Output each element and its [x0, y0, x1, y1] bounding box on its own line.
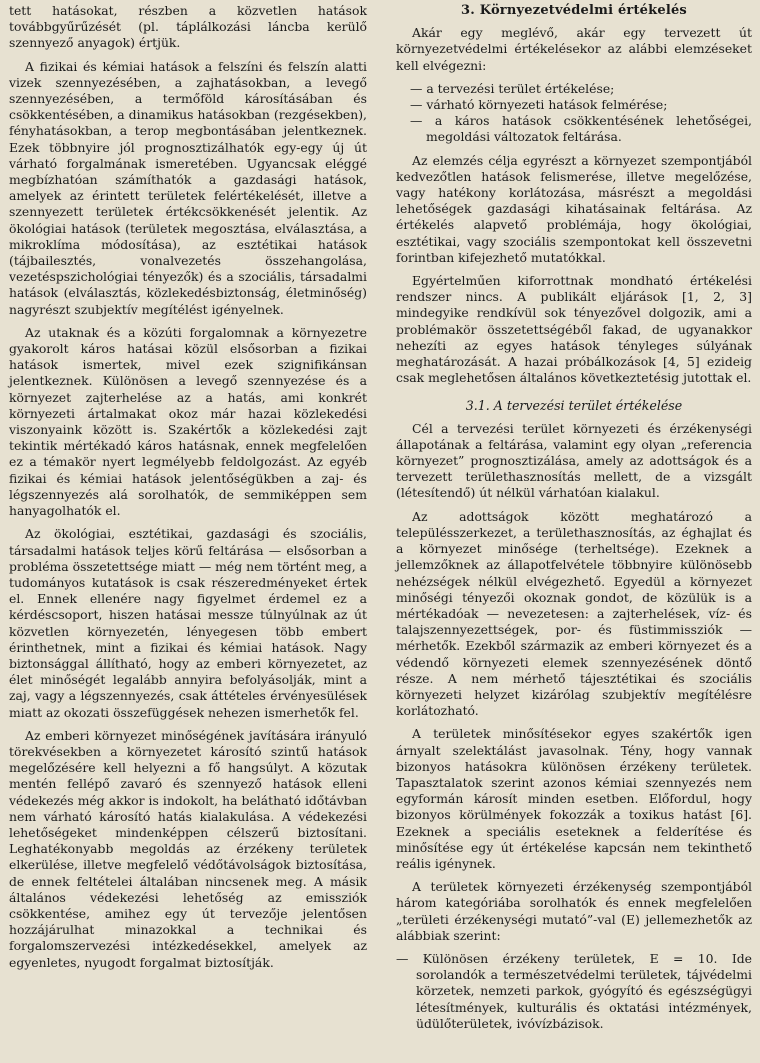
category-list — [396, 951, 752, 1032]
paragraph: Cél a tervezési terület környezeti és érzékenységi állapotának a feltárása, valamint egy olyan „referencia környezet” prognosztizálása, amely az adottságok és a tervezett területhasznosítás mellett, de a vizsgált (létesítendő) út nélkül várhatóan kialakul. — [396, 420, 752, 501]
paragraph: Az ökológiai, esztétikai, gazdasági és szociális, társadalmi hatások teljes körű feltárása — elsősorban a probléma összetettsége miatt — még nem történt meg, a tudományos kutatások is csak részeredményeket értek el. Ennek ellenére nagy figyelmet érdemel ez a kérdéscsoport, hiszen hatásai messze túlnyúlnak az út közvetlen környezetén, lényegesen több embert érinthetnek, mint a fizikai és kémiai hatások. Nagy biztonsággal állítható, hogy az emberi környezetet, az élet minőségét legalább annyira befolyásolják, mint a zaj, vagy a légszennyezés, csak áttételes érvényesülések miatt az okozati összefüggések nehezen ismerhetők fel. — [9, 526, 367, 720]
paragraph: Az utaknak és a közúti forgalomnak a környezetre gyakorolt káros hatásai közül elsősorban a fizikai hatások ismertek, mivel ezek szignifikánsan jelentkeznek. Különösen a levegő szennyezése és a környezet zajterhelése az a hatás, ami konkrét környezeti ártalmakat okoz már hazai közlekedési viszonyaink között is. Szakértők a közlekedési zajt tekintik mértékadó káros hatásnak, ennek megfelelően ez a témakör nyert legmélyebb feldolgozást. Az egyéb fizikai és kémiai hatások jelentőségükben a zaj- és légszennyezés alá sorolhatók, de semmiképpen sem hanyagolhatók el. — [9, 324, 367, 519]
analysis-list — [396, 81, 752, 146]
list-item: — Különösen érzékeny területek, E = 10. Ide sorolandók a természetvédelmi területek, tájvédelmi körzetek, nemzeti parkok, gyógyító és egészségügyi létesítmények, kulturális és oktatási intézmények, üdülőterületek, ivóvízbázisok. — [396, 950, 752, 1031]
list-item: — a káros hatások csökkentésének lehetőségei, megoldási változatok feltárása. — [410, 113, 752, 145]
section-heading: 3. Környezetvédelmi értékelés — [461, 3, 687, 18]
paragraph: Az emberi környezet minőségének javítására irányuló törekvésekben a környezetet károsító szintű hatások megelőzésére kell helyezni a fő hangsúlyt. A közutak mentén fellépő zavaró és szennyező hatások elleni védekezés még akkor is indokolt, ha belátható időtávban nem várható károsító hatás kialakulása. A védekezési lehetőségeket mindenképpen célszerű biztosítani. Leghatékonyabb megoldás az érzékeny területek elkerülése, illetve megfelelő védőtávolságok biztosítása, de ennek feltételei általában nincsenek meg. A másik általános védekezési lehetőség az emissziók csökkentése, amihez egy út tervezője jelentősen hozzájárulhat minazokkal a technikai és forgalomszervezési intézkedésekkel, amelyek az egyenletes, nyugodt forgalmat biztosítják. — [9, 727, 367, 970]
paragraph: Az elemzés célja egyrészt a környezet szempontjából kedvezőtlen hatások felismerése, illetve megelőzése, vagy hatékony korlátozása, másrészt a megoldási lehetőségek gazdasági kihatásainak feltárása. Az értékelés alapvető problémája, hogy ökológiai, esztétikai, vagy szociális szempontokat kell összevetni forintban kifejezhető mutatókkal. — [396, 152, 752, 265]
paragraph: A fizikai és kémiai hatások a felszíni és felszín alatti vizek szennyezésében, a zajhatásokban, a levegő szennyezésében, a termőföld károsításában és csökkentésében, a dinamikus hatásokban (rezgésekben), fényhatásokban, a terop megbontásában jelentkeznek. Ezek többnyire jól prognosztizálhatók egy-egy új út várható forgalmának ismeretében. Ugyancsak eléggé megbízhatóan számíthatók a gazdasági hatások, amelyek az érintett területek felértékelését, illetve a szennyezett területek értékcsökkenését jelentik. Az ökológiai hatások (területek megosztása, elválasztása, a mikroklíma módosítása), az esztétikai hatások (tájbailesztés, vonalvezetés összehangolása, vezetéspszichológiai tényezők) és a szociális, társadalmi hatások (elválasztás, közlekedésbiztonság, életminőség) nagyrészt szubjektív megítélést igényelnek. — [9, 58, 367, 317]
paragraph: Az adottságok között meghatározó a településszerkezet, a területhasznosítás, az éghajlat és a környezet minősége (terheltsége). Ezeknek a jellemzőknek az állapotfelvétele többnyire különösebb nehézségek nélkül elvégezhető. Egyedül a környezet minőségi tényezői okoznak gondot, de közülük is a mértékadóak — nevezetesen: a zajterhelések, víz- és talajszennyezettségek, por- és füstimmissziók — mérhetők. Ezekből származik az emberi környezet és a védendő környezeti elemek szennyezésének döntő része. A nem mérhető tájesztétikai és szociális környezeti helyzet kizárólag szubjektív megítélésre korlátozható. — [396, 508, 752, 719]
subsection-heading: 3.1. A tervezési terület értékelése — [465, 398, 683, 414]
paragraph: tett hatásokat, részben a közvetlen hatások továbbgyűrűzését (pl. táplálkozási láncba kerülő szennyező anyagok) értjük. — [9, 3, 367, 51]
list-item: — várható környezeti hatások felmérése; — [410, 97, 668, 113]
paragraph: A területek minősítésekor egyes szakértők igen árnyalt szelektálást javasolnak. Tény, hogy vannak bizonyos hatásokra különösen érzékeny területek. Tapasztalatok szerint azonos kémiai szennyezés nem egyformán károsít minden esetben. Előfordul, hogy bizonyos körülmények fokozzák a toxikus hatást [6]. Ezeknek a speciális eseteknek a felderítése és minősítése egy út értékelése kapcsán nem tekinthető reális igénynek. — [396, 726, 752, 871]
paragraph: A területek környezeti érzékenység szempontjából három kategóriába sorolhatók és ennek megfelelően „területi érzékenységi mutató”-val (E) jellemezhetők az alábbiak szerint: — [396, 879, 752, 943]
paragraph: Egyértelműen kiforrottnak mondható értékelési rendszer nincs. A publikált eljárások [1, 2, 3] mindegyike rendkívül sok tényezővel dolgozik, ami a problémakör összetettségéből fakad, de ugyanakkor nehezíti az egyes hatások tényleges súlyának meghatározását. A hazai próbálkozások [4, 5] ezideig csak meglehetősen általános következtetésig jutottak el. — [396, 273, 752, 386]
intro-paragraph: Akár egy meglévő, akár egy tervezett út környezetvédelmi értékelésekor az alábbi elemzéseket kell elvégezni: — [396, 25, 752, 73]
right-column — [396, 3, 752, 1039]
list-item: — a tervezési terület értékelése; — [410, 80, 615, 96]
left-column — [9, 3, 367, 978]
